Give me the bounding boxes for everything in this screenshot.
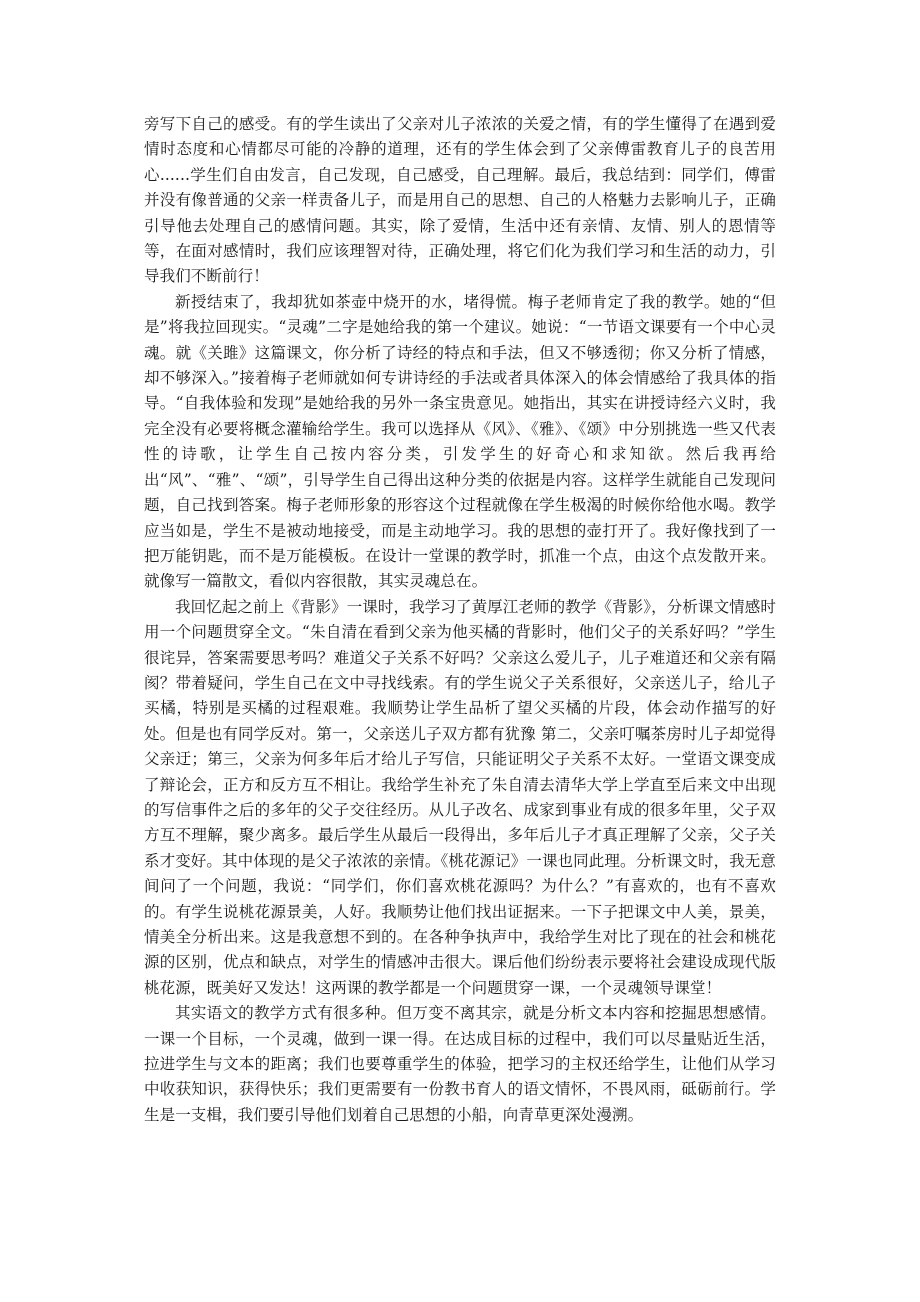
document-body — [144, 112, 776, 1128]
paragraph-continuation: 旁写下自己的感受。有的学生读出了父亲对儿子浓浓的关爱之情，有的学生懂得了在遇到爱情时态度和心情都尽可能的冷静的道理，还有的学生体会到了父亲傅雷教育儿子的良苦用心......学生们自由发言，自己发现，自己感受，自己理解。最后，我总结到：同学们，傅雷并没有像普通的父亲一样责备儿子，而是用自己的思想、自己的人格魅力去影响儿子，正确引导他去处理自己的感情问题。其实，除了爱情，生活中还有亲情、友情、别人的恩情等等，在面对感情时，我们应该理智对待，正确处理，将它们化为我们学习和生活的动力，引导我们不断前行！ — [144, 115, 776, 286]
paragraph: 我回忆起之前上《背影》一课时，我学习了黄厚江老师的教学《背影》，分析课文情感时用一个问题贯穿全文。“朱自清在看到父亲为他买橘的背影时，他们父子的关系好吗？”学生很诧异，答案需要思考吗？难道父子关系不好吗？父亲这么爱儿子，儿子难道还和父亲有隔阂？带着疑问，学生自己在文中寻找线索。有的学生说父子关系很好，父亲送儿子，给儿子买橘，特别是买橘的过程艰难。我顺势让学生品析了望父买橘的片段，体会动作描写的好处。但是也有同学反对。第一，父亲送儿子双方都有犹豫 第二，父亲叮嘱茶房时儿子却觉得父亲迂；第三，父亲为何多年后才给儿子写信，只能证明父子关系不太好。一堂语文课变成了辩论会，正方和反方互不相让。我给学生补充了朱自清去清华大学上学直至后来文中出现的写信事件之后的多年的父子交往经历。从儿子改名、成家到事业有成的很多年里，父子双方互不理解，聚少离多。最后学生从最后一段得出，多年后儿子才真正理解了父亲，父子关系才变好。其中体现的是父子浓浓的亲情。《桃花源记》一课也同此理。分析课文时，我无意间问了一个问题，我说：“同学们，你们喜欢桃花源吗？为什么？”有喜欢的，也有不喜欢的。有学生说桃花源景美，人好。我顺势让他们找出证据来。一下子把课文中人美，景美，情美全分析出来。这是我意想不到的。在各种争执声中，我给学生对比了现在的社会和桃花源的区别，优点和缺点，对学生的情感冲击很大。课后他们纷纷表示要将社会建设成现代版桃花源，既美好又发达！这两课的教学都是一个问题贯穿一课，一个灵魂领导课堂！ — [144, 597, 776, 997]
paragraph: 其实语文的教学方式有很多种。但万变不离其宗，就是分析文本内容和挖掘思想感情。一课一个目标，一个灵魂，做到一课一得。在达成目标的过程中，我们可以尽量贴近生活，拉进学生与文本的距离；我们也要尊重学生的体验，把学习的主权还给学生，让他们从学习中收获知识，获得快乐；我们更需要有一份教书育人的语文情怀，不畏风雨，砥砺前行。学生是一支楫，我们要引导他们划着自己思想的小船，向青草更深处漫溯。 — [144, 1004, 776, 1124]
paragraph: 新授结束了，我却犹如茶壶中烧开的水，堵得慌。梅子老师肯定了我的教学。她的“但是”将我拉回现实。“灵魂”二字是她给我的第一个建议。她说：“一节语文课要有一个中心灵魂。就《关雎》这篇课文，你分析了诗经的特点和手法，但又不够透彻；你又分析了情感，却不够深入。”接着梅子老师就如何专讲诗经的手法或者具体深入的体会情感给了我具体的指导。“自我体验和发现”是她给我的另外一条宝贵意见。她指出，其实在讲授诗经六义时，我完全没有必要将概念灌输给学生。我可以选择从《风》、《雅》、《颂》中分别挑选一些又代表性的诗歌，让学生自己按内容分类，引发学生的好奇心和求知欲。然后我再给出“风”、“雅”、“颂”，引导学生自己得出这种分类的依据是内容。这样学生就能自己发现问题，自己找到答案。梅子老师形象的形容这个过程就像在学生极渴的时候你给他水喝。教学应当如是，学生不是被动地接受，而是主动地学习。我的思想的壶打开了。我好像找到了一把万能钥匙，而不是万能模板。在设计一堂课的教学时，抓准一个点，由这个点发散开来。就像写一篇散文，看似内容很散，其实灵魂总在。 — [144, 292, 776, 591]
